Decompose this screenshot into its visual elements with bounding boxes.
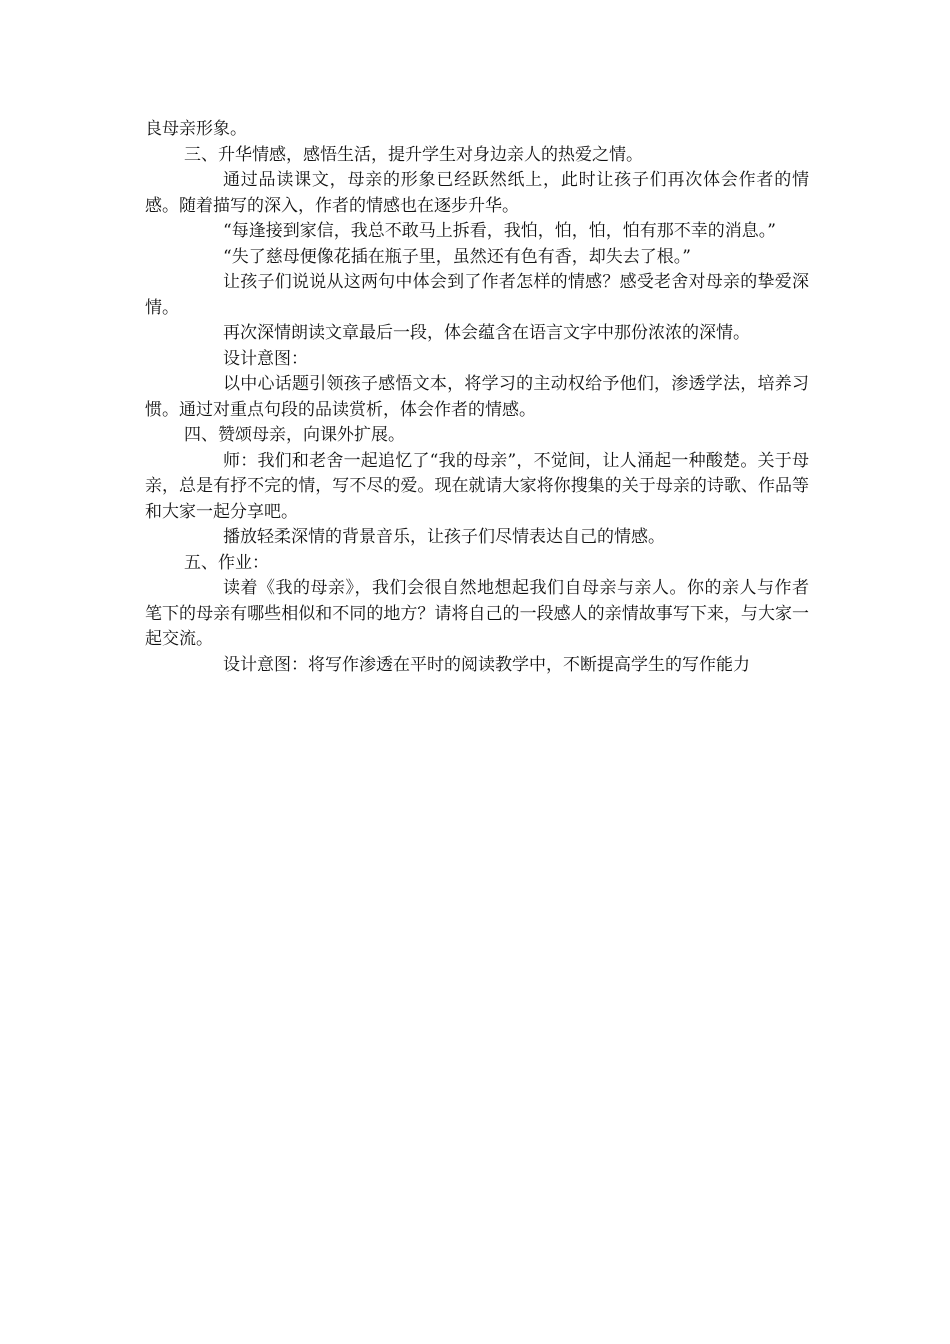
paragraph: 师：我们和老舍一起追忆了“我的母亲”，不觉间，让人涌起一种酸楚。关于母亲，总是有抒不完的情，写不尽的爱。现在就请大家将你搜集的关于母亲的诗歌、作品等和大家一起分享吧。	[145, 450, 809, 522]
quote-paragraph: “每逢接到家信，我总不敢马上拆看，我怕，怕，怕，怕有那不幸的消息。”	[223, 221, 776, 241]
paragraph: 让孩子们说说从这两句中体会到了作者怎样的情感？感受老舍对母亲的挚爱深情。	[145, 272, 809, 318]
paragraph-continuation: 良母亲形象。	[145, 119, 247, 139]
paragraph: 再次深情朗读文章最后一段，体会蕴含在语言文字中那份浓浓的深情。	[223, 323, 750, 343]
paragraph: 以中心话题引领孩子感悟文本，将学习的主动权给予他们，渗透学法，培养习惯。通过对重点句段的品读赏析，体会作者的情感。	[145, 374, 809, 420]
section-heading-4: 四、赞颂母亲，向课外扩展。	[184, 425, 405, 445]
design-intent-paragraph: 设计意图：将写作渗透在平时的阅读教学中，不断提高学生的写作能力	[223, 654, 750, 675]
paragraph: 播放轻柔深情的背景音乐，让孩子们尽情表达自己的情感。	[223, 527, 665, 547]
section-heading-5: 五、作业：	[184, 552, 269, 573]
document-body	[145, 117, 809, 678]
paragraph: 通过品读课文，母亲的形象已经跃然纸上，此时让孩子们再次体会作者的情感。随着描写的深入，作者的情感也在逐步升华。	[145, 170, 809, 216]
paragraph: 读着《我的母亲》，我们会很自然地想起我们自母亲与亲人。你的亲人与作者笔下的母亲有哪些相似和不同的地方？请将自己的一段感人的亲情故事写下来，与大家一起交流。	[145, 578, 809, 649]
design-intent-label: 设计意图：	[223, 348, 308, 369]
section-heading-3: 三、升华情感，感悟生活，提升学生对身边亲人的热爱之情。	[184, 144, 643, 165]
quote-paragraph: “失了慈母便像花插在瓶子里，虽然还有色有香，却失去了根。”	[223, 246, 691, 267]
